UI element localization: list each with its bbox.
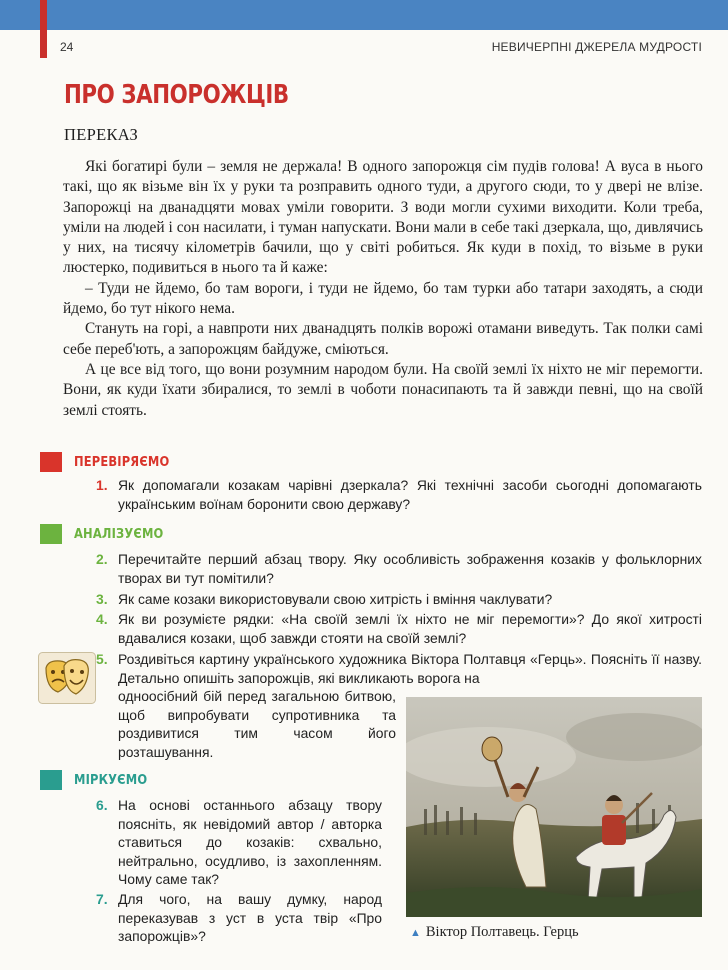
question-3: 3. Як саме козаки використовували свою хитрість і вміння чаклувати?: [96, 591, 553, 607]
green-square-icon: [40, 524, 62, 544]
section-analyze-label: АНАЛІЗУЄМО: [74, 526, 164, 542]
running-head: НЕВИЧЕРПНІ ДЖЕРЕЛА МУДРОСТІ: [491, 40, 702, 54]
red-square-icon: [40, 452, 62, 472]
painting-hertz: [406, 697, 702, 917]
question-7: 7. Для чого, на вашу думку, народ переказував з уст в уста твір «Про запорожців»?: [96, 891, 382, 945]
question-5-continued: одноосібний бій перед загальною битвою, щоб випробувати супротивника та роздивитися тим часом його розташування.: [118, 688, 396, 760]
story-paragraph: А це все від того, що вони розумним народом були. На своїй землі їх ніхто не міг перемогти. Вони, як куди їхати збиралися, то землі в чоботи понасипають та й завжди певні, що на своїй землі стоять.: [63, 360, 703, 419]
triangle-icon: ▲: [410, 927, 421, 939]
page-edge-mark: [40, 0, 47, 58]
question-4: 4. Як ви розумієте рядки: «На своїй землі їх ніхто не міг перемогти»? До якої хитрості вдавалися козаки, щоб завжди стояти на своїй землі?: [96, 611, 702, 646]
story-paragraph: Які богатирі були – земля не держала! В одного запорожця сім пудів голова! А вуса в нього такі, що як візьме він їх у руки та розправить одного туди, а другого сюди, то у двері не влізе. Запорожці на дванадцяти мовах уміли говорити. З води могли сухими виходити. Коли треба, уміли на людей і сон насилати, і туман напускати. Вони мали в себе такі дзеркала, що, дивлячись у них, на тисячу кілометрів бачили, що у світі робиться. Як куди в похід, то візьме в руки люстерко, подивиться в нього та й каже:: [63, 158, 703, 277]
genre-subtitle: ПЕРЕКАЗ: [64, 125, 139, 144]
question-2: 2. Перечитайте перший абзац твору. Яку особливість зображення козаків у фольклорних творах ви тут помітили?: [96, 551, 702, 586]
story-text: [63, 157, 703, 421]
section-analyze: [40, 524, 179, 544]
section-check: [40, 452, 186, 472]
question-1: 1. Як допомагали козакам чарівні дзеркала? Які технічні засоби сьогодні допомагають українським воїнам боронити свою державу?: [96, 477, 702, 512]
page-number: 24: [60, 40, 74, 54]
section-think-label: МІРКУЄМО: [74, 772, 148, 788]
story-paragraph: – Туди не йдемо, бо там вороги, і туди не йдемо, бо там турки або татари заходять, а сюди йдемо, бо тут нікого нема.: [63, 279, 703, 318]
section-check-label: ПЕРЕВІРЯЄМО: [74, 454, 170, 470]
page-title: ПРО ЗАПОРОЖЦІВ: [64, 80, 289, 110]
story-paragraph: Стануть на горі, а навпроти них дванадцять полків ворожі отамани виведуть. Так полки самі себе переб'ють, а запорожцям байдуже, сміються.: [63, 320, 703, 358]
question-5: 5. Роздивіться картину українського художника Віктора Полтавця «Герць». Поясніть її назву. Детально опишіть запорожців, які викликають ворога на: [96, 651, 702, 686]
question-6: 6. На основі останнього абзацу твору поясніть, як невідомий автор / авторка ставиться до козаків: схвально, нейтрально, осудливо, із захопленням. Чому саме так?: [96, 797, 382, 888]
figure-caption: ▲ Віктор Полтавець. Герць: [410, 924, 579, 940]
section-think: [40, 770, 160, 790]
teal-square-icon: [40, 770, 62, 790]
top-color-bar: [0, 0, 728, 30]
theatre-masks-icon: [38, 652, 96, 704]
